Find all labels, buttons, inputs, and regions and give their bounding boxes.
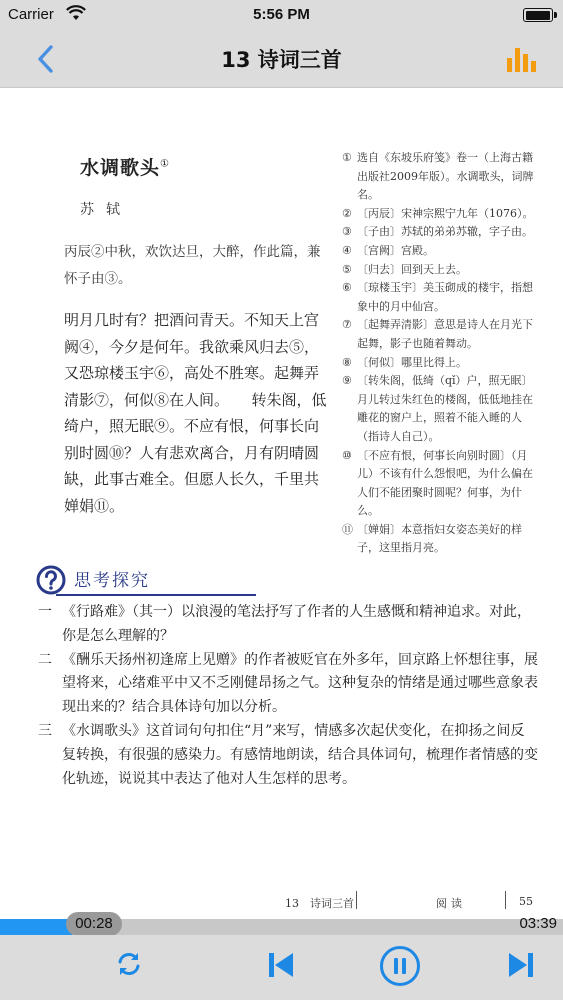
question-circle-icon <box>36 565 66 595</box>
footnote-item: ⑧ 〔何似〕哪里比得上。 <box>342 355 467 369</box>
repeat-icon[interactable] <box>114 949 144 979</box>
footnote-item: ⑤ 〔归去〕回到天上去。 <box>342 262 467 276</box>
audio-progress-bar[interactable] <box>0 915 563 935</box>
status-time: 5:56 PM <box>253 6 310 23</box>
battery-icon <box>523 8 553 22</box>
footer-section: 阅读 <box>436 897 466 910</box>
status-bar <box>0 0 563 30</box>
footer-lesson: 13 诗词三首 <box>285 897 354 910</box>
think-section-label: 思考探究 <box>74 571 150 591</box>
page-footer <box>0 889 563 913</box>
poem-title-note: ① <box>160 158 170 170</box>
question-item: 二 《酬乐天扬州初逢席上见赠》的作者被贬官在外多年，回京路上怀想往事，展望将来，心绪难平中又不乏刚健昂扬之气。这种复杂的情绪是通过哪些意象表现出来的？结合具体诗句加以分析。 <box>38 651 538 716</box>
poem-author: 苏轼 <box>80 202 132 218</box>
skip-previous-icon[interactable] <box>265 949 297 981</box>
footnote-item: ⑩ 〔不应有恨，何事长向别时圆〕（月儿）不该有什么怨恨吧，为什么偏在人们不能团聚时圆呢？何事，为什么。 <box>342 448 533 518</box>
poem-text: 明月几时有？把酒问青天。不知天上宫阙④，今夕是何年。我欲乘风归去⑤，又恐琼楼玉宇⑥，高处不胜寒。起舞弄清影⑦，何似⑧在人间。 转朱阁，低绮户，照无眠⑨。不应有恨，何事长向别时圆⑩？人有悲欢离合，月有阴晴圆缺，此事古难全。但愿人长久，千里共婵娟⑪。 <box>64 311 327 515</box>
question-item: 一 《行路难》（其一）以浪漫的笔法抒写了作者的人生感慨和精神追求。对此，你是怎么理解的？ <box>38 604 531 644</box>
total-time: 03:39 <box>519 915 557 932</box>
page-number: 55 <box>519 895 533 908</box>
textbook-page <box>0 89 563 919</box>
bar-chart-icon[interactable] <box>505 42 539 74</box>
question-list <box>38 601 538 791</box>
question-item: 三 《水调歌头》这首词句句扣住“月”来写，情感多次起伏变化，在抑扬之间反复转换，有很强的感染力。有感情地朗读，结合具体词句，梳理作者情感的变化轨迹，说说其中表达了他对人生怎样的思考。 <box>38 722 538 787</box>
footer-divider <box>356 891 357 909</box>
pause-circle-icon[interactable] <box>379 945 421 987</box>
footnote-item: ④ 〔宫阙〕宫殿。 <box>342 243 434 257</box>
page-title: 13 诗词三首 <box>221 48 342 72</box>
think-section-header <box>36 563 536 595</box>
footer-divider <box>505 891 506 909</box>
footnote-item: ⑨ 〔转朱阁，低绮（qǐ）户，照无眠〕月儿转过朱红色的楼阁，低低地挂在雕花的窗户上，照着不能入睡的人（指诗人自己）。 <box>342 374 533 443</box>
poem-preface: 丙辰②中秋，欢饮达旦，大醉，作此篇，兼怀子由③。 <box>64 244 321 287</box>
poem-title <box>80 153 170 180</box>
audio-progress-played <box>0 919 72 935</box>
skip-next-icon[interactable] <box>505 949 537 981</box>
current-time[interactable]: 00:28 <box>66 912 122 936</box>
footnote-item: ③ 〔子由〕苏轼的弟弟苏辙，字子由。 <box>342 225 533 239</box>
footnote-item: ① 选自《东坡乐府笺》卷一（上海古籍出版社2009年版）。水调歌头，词牌名。 <box>342 151 534 202</box>
footnotes <box>342 149 542 558</box>
nav-bar <box>0 30 563 88</box>
footnote-item: ⑦ 〔起舞弄清影〕意思是诗人在月光下起舞，影子也随着舞动。 <box>342 318 533 350</box>
carrier-label: Carrier <box>8 6 54 23</box>
poem-body <box>64 307 330 519</box>
poem-title-text: 水调歌头 <box>80 157 161 179</box>
think-section-underline <box>56 594 256 596</box>
player-controls <box>0 935 563 1000</box>
footnote-item: ⑥ 〔琼楼玉宇〕美玉砌成的楼宇，指想象中的月中仙宫。 <box>342 281 533 313</box>
footnote-item: ⑪ 〔婵娟〕本意指妇女姿态美好的样子，这里指月亮。 <box>342 522 522 555</box>
footnote-item: ② 〔丙辰〕宋神宗熙宁九年（1076）。 <box>342 206 534 220</box>
